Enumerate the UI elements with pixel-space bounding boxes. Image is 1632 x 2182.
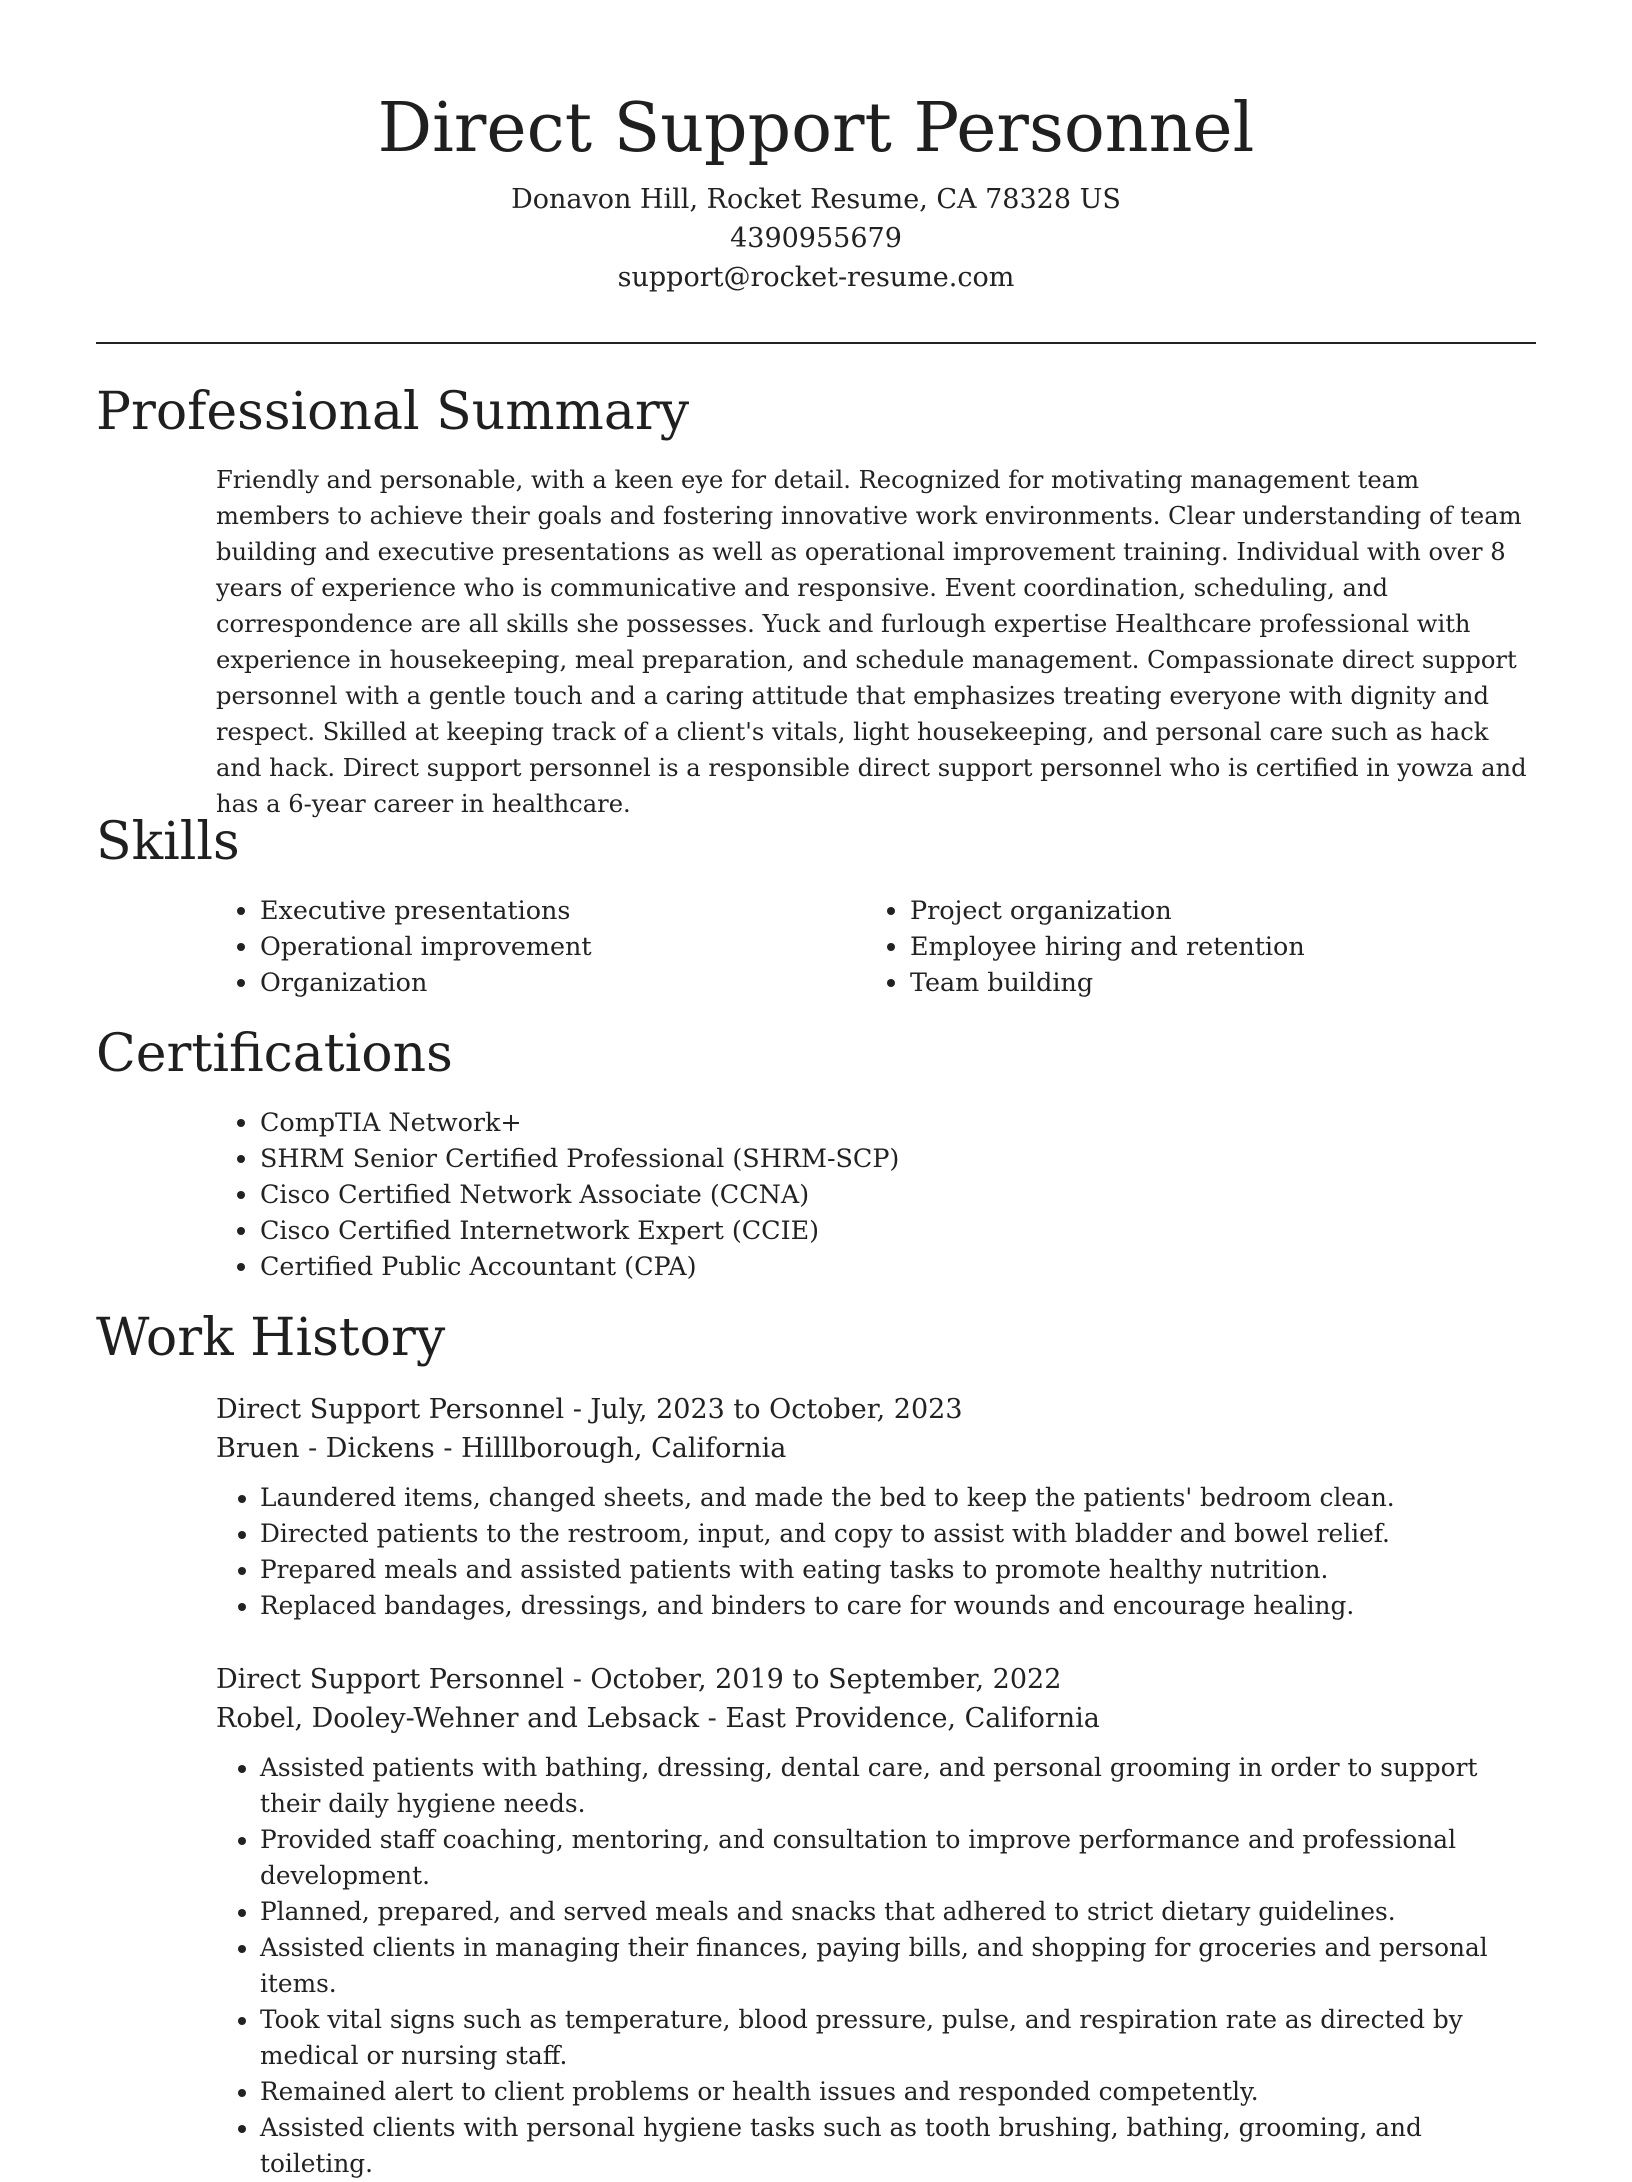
job-bullet: • Laundered items, changed sheets, and made the bed to keep the patients' bedroom clean. [260, 1480, 1538, 1516]
resume-header [0, 0, 1632, 297]
job-company-line: Robel, Dooley-Wehner and Lebsack - East Providence, California [216, 1703, 1100, 1734]
job-bullet: • Remained alert to client problems or health issues and responded competently. [260, 2074, 1538, 2110]
summary-heading: Professional Summary [96, 382, 690, 442]
certification-item: • Cisco Certified Network Associate (CCNA) [260, 1176, 1538, 1212]
certification-item: • Certified Public Accountant (CPA) [260, 1248, 1538, 1284]
contact-block [0, 180, 1632, 297]
skill-item: • Employee hiring and retention [910, 928, 1516, 964]
skill-item: • Project organization [910, 892, 1516, 928]
skills-column-left [216, 892, 866, 1000]
job-bullet: • Directed patients to the restroom, input, and copy to assist with bladder and bowel relief. [260, 1516, 1538, 1552]
certifications-list [216, 1104, 1538, 1284]
certifications-heading: Certifications [96, 1024, 453, 1084]
job-bullet: • Provided staff coaching, mentoring, and consultation to improve performance and professional development. [260, 1822, 1538, 1894]
job-bullet: • Planned, prepared, and served meals and snacks that adhered to strict dietary guidelines. [260, 1894, 1538, 1930]
job-bullets [216, 1750, 1538, 2182]
cert-items [216, 1104, 1538, 1284]
job-entry [216, 1660, 1538, 2182]
skills-right-list [866, 892, 1516, 1000]
header-divider [96, 342, 1536, 344]
job-bullet: • Prepared meals and assisted patients with eating tasks to promote healthy nutrition. [260, 1552, 1538, 1588]
job-role-line: Direct Support Personnel - July, 2023 to October, 2023 [216, 1394, 963, 1425]
skills-left-list [216, 892, 866, 1000]
work-history-heading: Work History [96, 1308, 446, 1368]
job-bullet: • Replaced bandages, dressings, and binders to care for wounds and encourage healing. [260, 1588, 1538, 1624]
job-role-line: Direct Support Personnel - October, 2019 to September, 2022 [216, 1664, 1062, 1695]
job-entry [216, 1390, 1538, 1624]
job-company-line: Bruen - Dickens - Hilllborough, California [216, 1433, 787, 1464]
summary-text: Friendly and personable, with a keen eye for detail. Recognized for motivating management team members to achieve their goals and fostering innovative work environments. Clear understanding of team building and executive presentations as well as operational improvement training. Individual with over 8 years of experience who is communicative and responsive. Event coordination, scheduling, and correspondence are all skills she possesses. Yuck and furlough expertise Healthcare professional with experience in housekeeping, meal preparation, and schedule management. Compassionate direct support personnel with a gentle touch and a caring attitude that emphasizes treating everyone with dignity and respect. Skilled at keeping track of a client's vitals, light housekeeping, and personal care such as hack and hack. Direct support personnel is a responsible direct support personnel who is certified in yowza and has a 6-year career in healthcare. [216, 466, 1527, 818]
job-bullet: • Assisted clients in managing their finances, paying bills, and shopping for groceries and personal items. [260, 1930, 1538, 2002]
job-bullet: • Assisted patients with bathing, dressing, dental care, and personal grooming in order to support their daily hygiene needs. [260, 1750, 1538, 1822]
skill-item: • Executive presentations [260, 892, 866, 928]
job-bullet-list [216, 1480, 1538, 1624]
job-bullets [216, 1480, 1538, 1624]
skills-list [216, 892, 1538, 1000]
contact-address: Donavon Hill, Rocket Resume, CA 78328 US [511, 184, 1121, 215]
contact-email: support@rocket-resume.com [617, 262, 1015, 293]
skill-item: • Operational improvement [260, 928, 866, 964]
job-bullet-list [216, 1750, 1538, 2182]
skill-item: • Organization [260, 964, 866, 1000]
skill-item: • Team building [910, 964, 1516, 1000]
contact-phone: 4390955679 [730, 223, 902, 254]
certification-item: • Cisco Certified Internetwork Expert (CCIE) [260, 1212, 1538, 1248]
resume-name: Direct Support Personnel [377, 89, 1255, 168]
certification-item: • SHRM Senior Certified Professional (SHRM-SCP) [260, 1140, 1538, 1176]
job-bullet: • Took vital signs such as temperature, blood pressure, pulse, and respiration rate as directed by medical or nursing staff. [260, 2002, 1538, 2074]
skills-column-right [866, 892, 1516, 1000]
certification-item: • CompTIA Network+ [260, 1104, 1538, 1140]
skills-heading: Skills [96, 812, 240, 872]
job-bullet: • Assisted clients with personal hygiene tasks such as tooth brushing, bathing, grooming, and toileting. [260, 2110, 1538, 2182]
